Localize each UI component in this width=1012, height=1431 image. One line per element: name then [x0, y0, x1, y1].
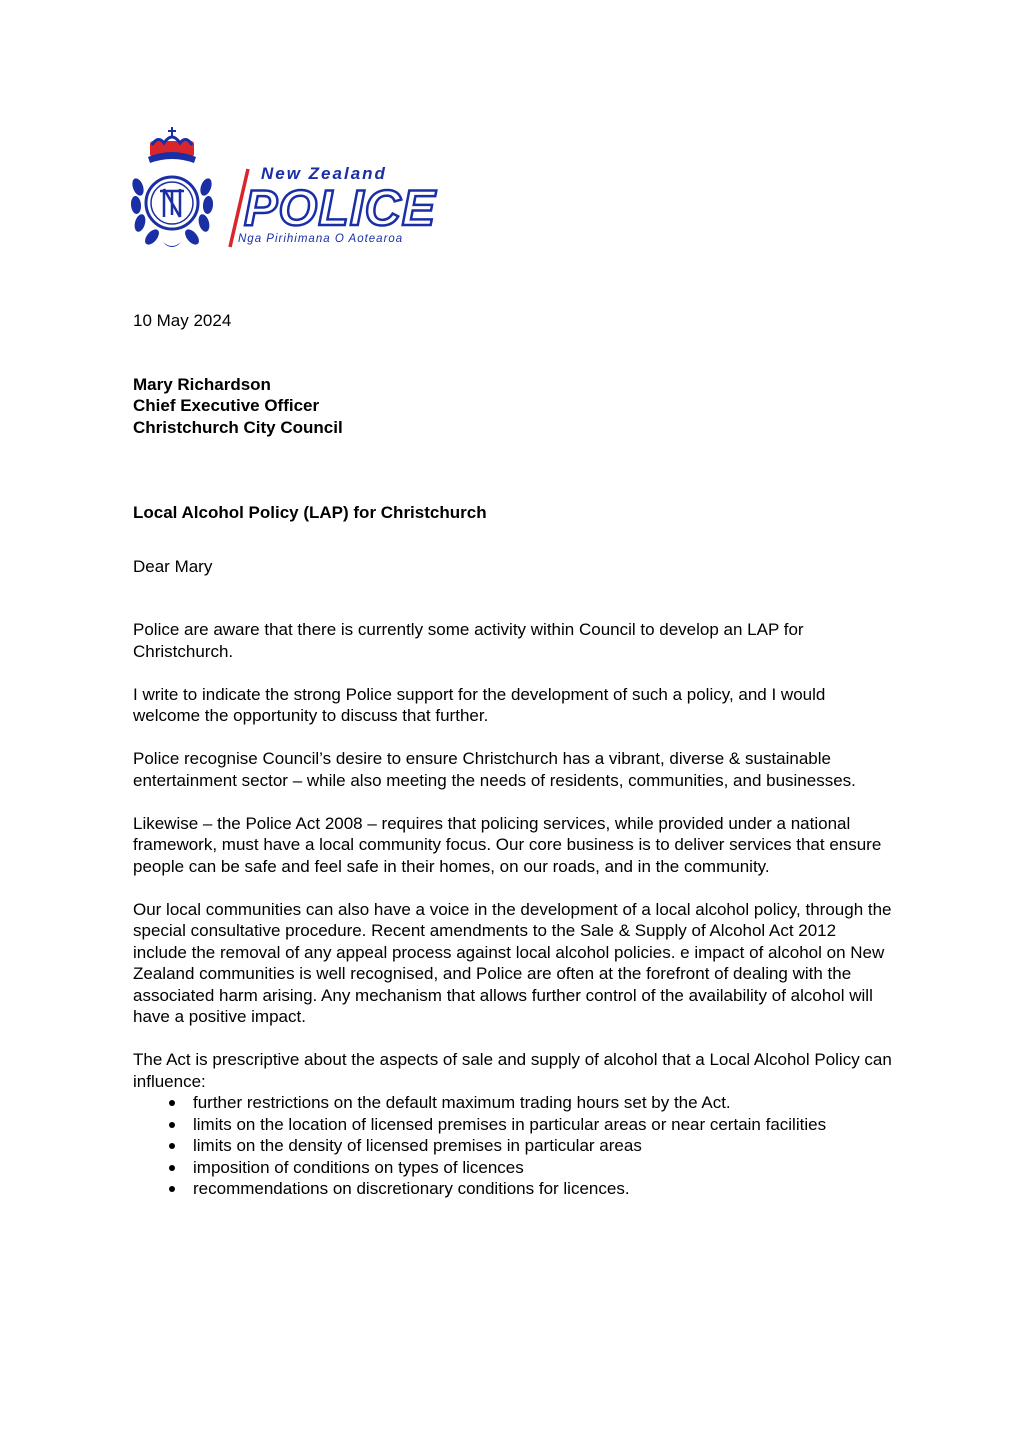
recipient-title: Chief Executive Officer	[133, 396, 320, 415]
paragraph: The Act is prescriptive about the aspects of sale and supply of alcohol that a Local Alcohol Policy can influence:	[133, 1050, 892, 1091]
bullet-list	[133, 1092, 893, 1200]
bullet-icon	[169, 1143, 175, 1149]
list-item-text: limits on the density of licensed premises in particular areas	[193, 1136, 642, 1155]
police-logo	[128, 127, 488, 253]
list-item	[133, 1092, 893, 1114]
wordmark-line3: Nga Pirihimana O Aotearoa	[238, 233, 404, 245]
list-item	[133, 1157, 893, 1179]
paragraph: Our local communities can also have a voice in the development of a local alcohol policy, through the special consultative procedure. Recent amendments to the Sale & Supply of Alcohol Act 2012 include the removal of any appeal process against local alcohol policies. e impact of alcohol on New Zealand communities is well recognised, and Police are often at the forefront of dealing with the associated harm arising. Any mechanism that allows further control of the availability of alcohol will have a positive impact.	[133, 899, 892, 1026]
wordmark-line2: POLICE	[244, 180, 437, 236]
list-item-text: further restrictions on the default maximum trading hours set by the Act.	[193, 1093, 731, 1112]
crown-icon	[148, 127, 196, 163]
letter-date: 10 May 2024	[133, 311, 232, 330]
police-crest-icon	[128, 127, 488, 253]
bullet-icon	[169, 1122, 175, 1128]
paragraph: Police recognise Council’s desire to ensure Christchurch has a vibrant, diverse & sustainable entertainment sector – while also meeting the needs of residents, communities, and businesses.	[133, 749, 856, 790]
monogram-icon	[160, 189, 184, 217]
list-item	[133, 1178, 893, 1200]
list-item	[133, 1135, 893, 1157]
list-item-text: limits on the location of licensed premises in particular areas or near certain facilities	[193, 1114, 827, 1134]
list-item-text: recommendations on discretionary conditions for licences.	[193, 1179, 630, 1198]
recipient-block	[133, 374, 893, 439]
salutation: Dear Mary	[133, 556, 213, 576]
letter-subject: Local Alcohol Policy (LAP) for Christchurch	[133, 503, 487, 522]
bullet-icon	[169, 1165, 175, 1171]
paragraph: I write to indicate the strong Police support for the development of such a policy, and I would welcome the opportunity to discuss that further.	[133, 684, 826, 725]
list-item	[133, 1114, 893, 1136]
letter-body	[133, 310, 893, 1200]
paragraph: Likewise – the Police Act 2008 – requires that policing services, while provided under a national framework, must have a local community focus. Our core business is to deliver services that ensure people can be safe and feel safe in their homes, on our roads, and in the community.	[133, 813, 882, 876]
paragraph: Police are aware that there is currently some activity within Council to develop an LAP for Christchurch.	[133, 620, 804, 661]
bullet-icon	[169, 1100, 175, 1106]
recipient-name: Mary Richardson	[133, 374, 271, 394]
wordmark-line1: New Zealand	[261, 164, 387, 183]
list-item-text: imposition of conditions on types of licences	[193, 1157, 524, 1177]
bullet-icon	[169, 1186, 175, 1192]
recipient-organisation: Christchurch City Council	[133, 417, 343, 437]
